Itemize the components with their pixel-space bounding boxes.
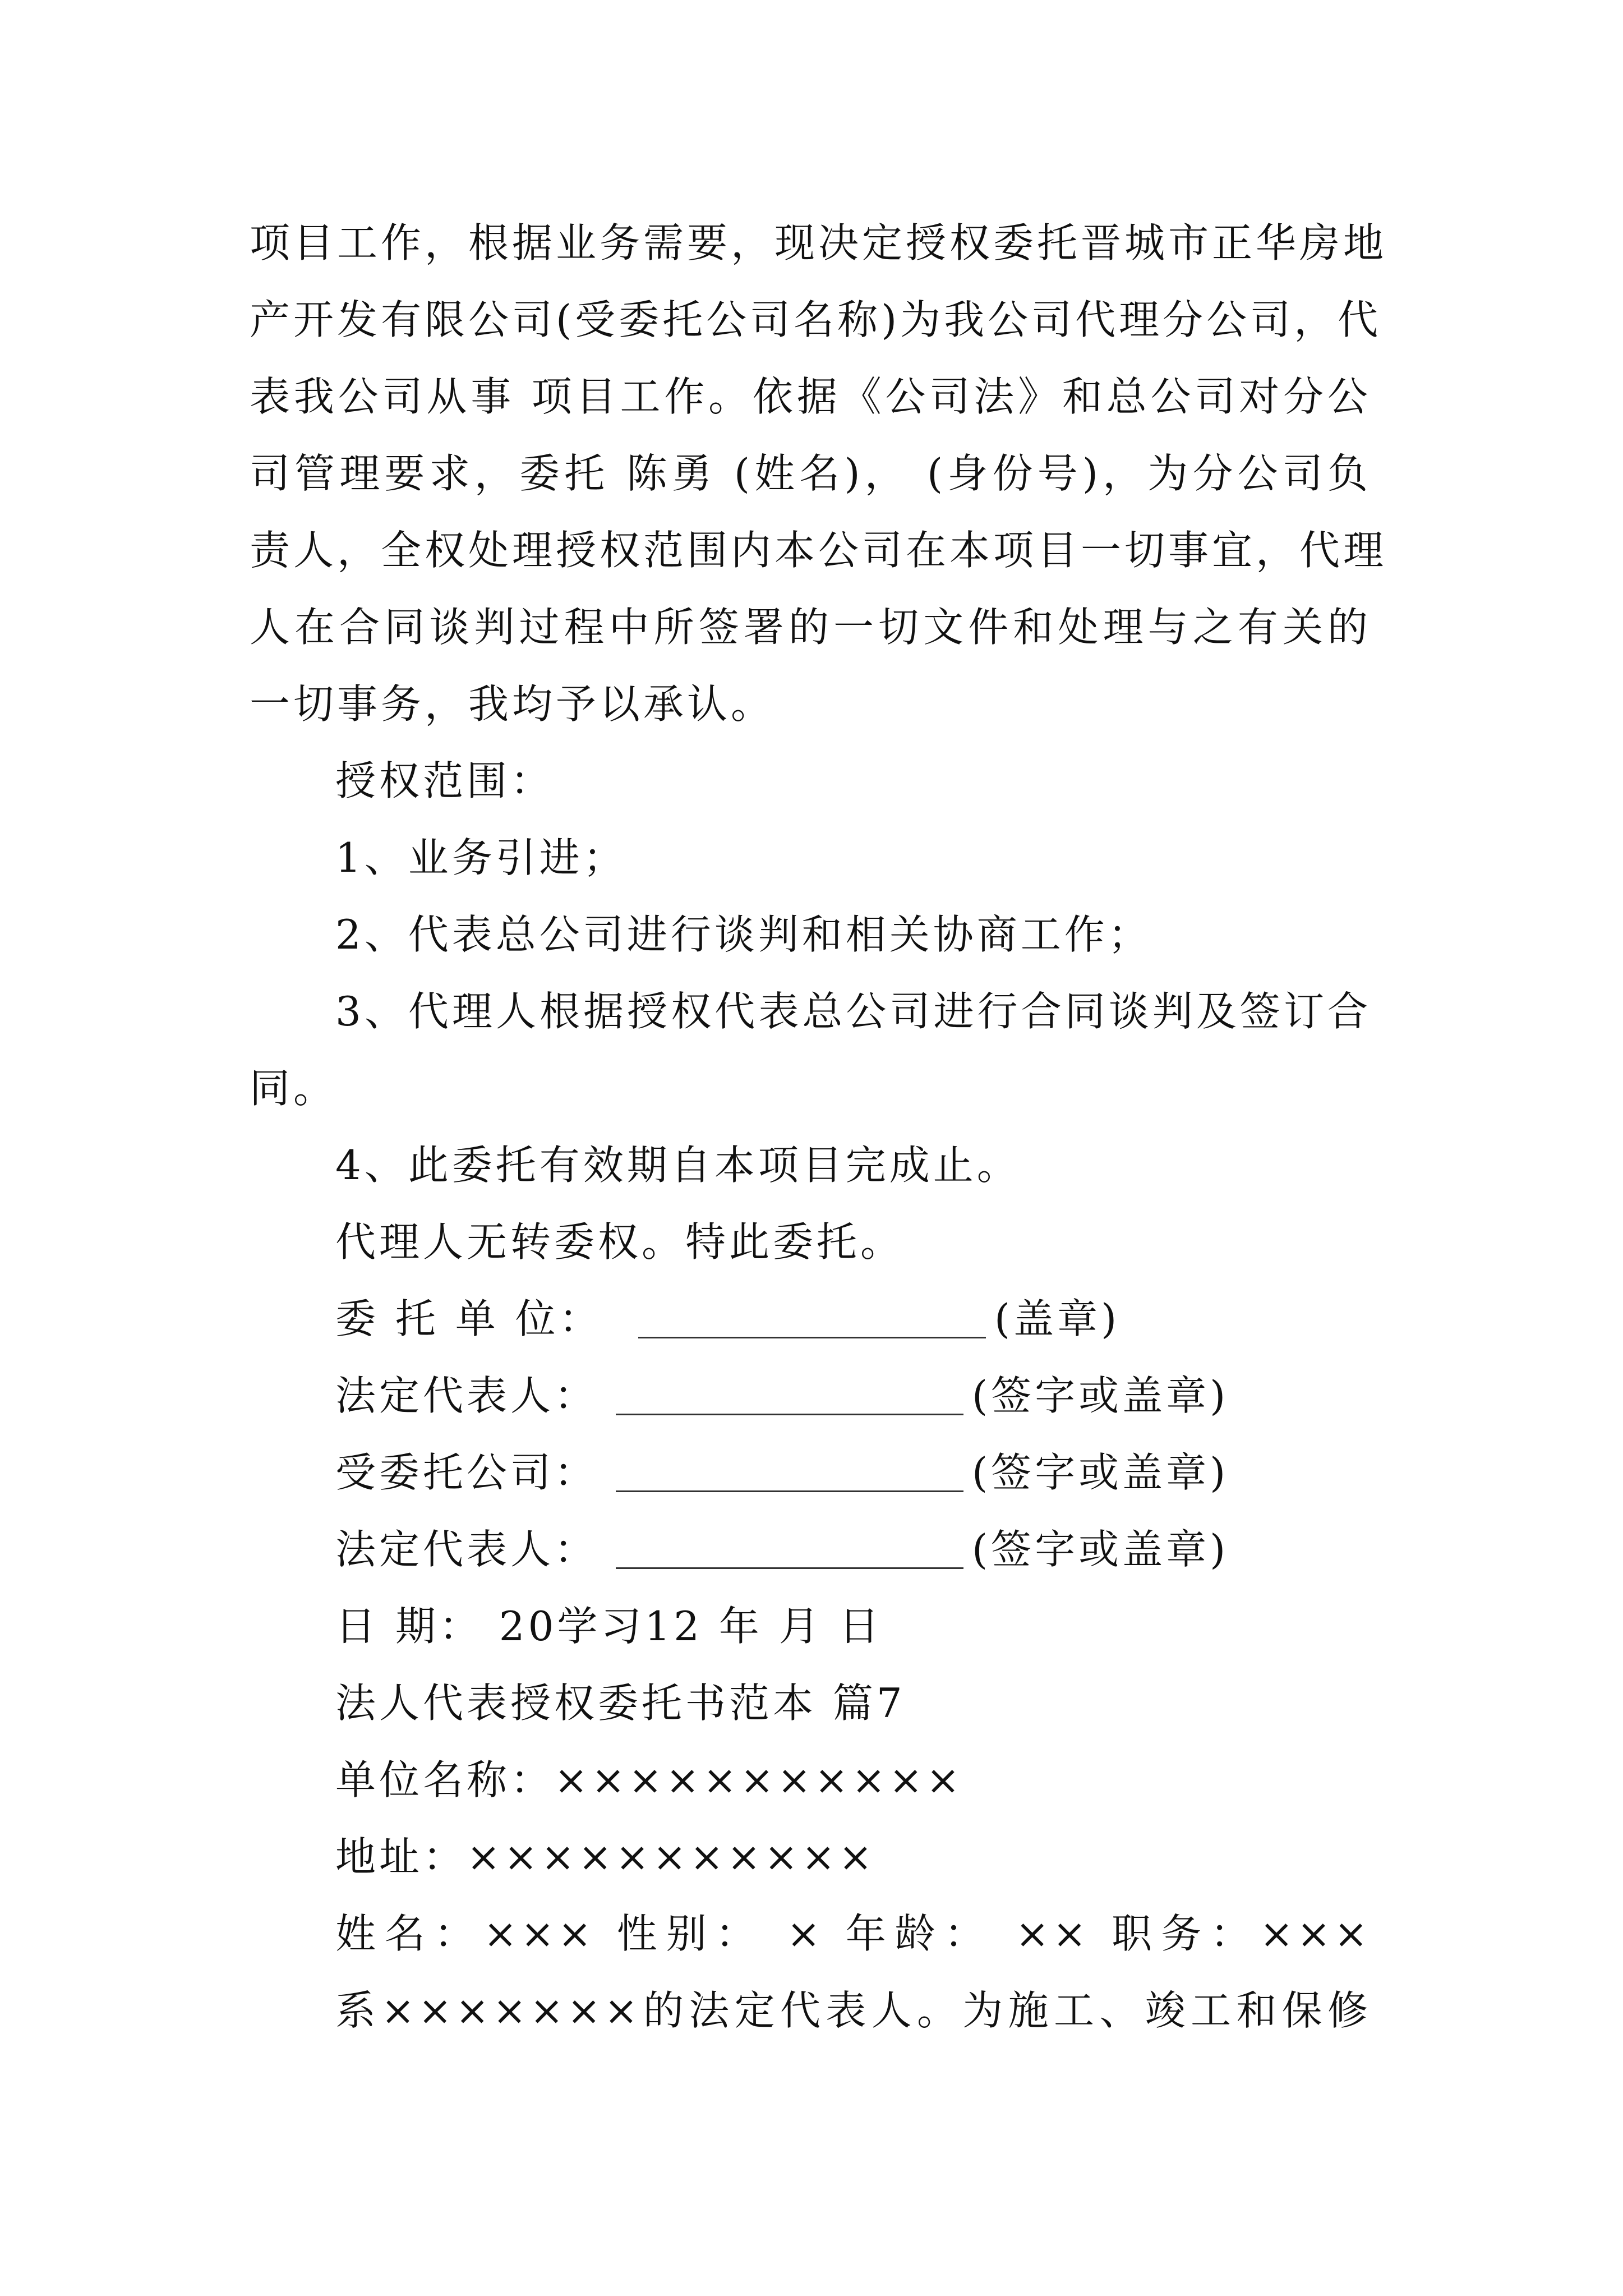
signature-label: 委 托 单 位： <box>335 1295 603 1342</box>
date-line: 日 期： 20学习12 年 月 日 <box>335 1603 883 1650</box>
para1-line-1: 项目工作，根据业务需要，现决定授权委托晋城市正华房地 <box>250 219 1387 266</box>
legal-rep-statement-line: 系×××××××的法定代表人。为施工、竣工和保修 <box>335 1987 1371 2034</box>
section-title: 法人代表授权委托书范本 篇7 <box>335 1680 906 1727</box>
signature-label: 法定代表人： <box>335 1526 598 1573</box>
signature-blank-line <box>616 1358 963 1415</box>
scope-item-2: 2、代表总公司进行谈判和相关协商工作； <box>335 911 1152 958</box>
signature-note: (签字或盖章) <box>972 1449 1229 1496</box>
para1-line-5: 责人，全权处理授权范围内本公司在本项目一切事宜，代理 <box>250 527 1387 574</box>
signature-label: 受委托公司： <box>335 1449 598 1496</box>
para1-line-6: 人在合同谈判过程中所签署的一切文件和处理与之有关的 <box>250 604 1371 651</box>
unit-name-line: 单位名称：××××××××××× <box>335 1756 963 1803</box>
signature-note: (签字或盖章) <box>972 1526 1229 1573</box>
signature-blank-line <box>616 1511 963 1569</box>
para1-line-2: 产开发有限公司(受委托公司名称)为我公司代理分公司，代 <box>250 296 1382 343</box>
signature-blank-line <box>616 1434 963 1492</box>
signature-row-entrusted-company <box>335 1434 1289 1511</box>
scope-item-3-line-1: 3、代理人根据授权代表总公司进行合同谈判及签订合 <box>335 988 1371 1035</box>
scope-heading: 授权范围： <box>335 757 555 804</box>
signature-note: (盖章) <box>994 1295 1121 1342</box>
scope-item-4: 4、此委托有效期自本项目完成止。 <box>335 1142 1021 1189</box>
person-info-line: 姓名：××× 性别： × 年龄： ×× 职务：××× <box>335 1910 1371 1957</box>
address-line: 地址：××××××××××× <box>335 1833 876 1880</box>
scope-item-3-line-2: 同。 <box>250 1065 338 1112</box>
signature-note: (签字或盖章) <box>972 1372 1229 1419</box>
signature-blank-line <box>638 1281 986 1338</box>
signature-row-legal-rep-2 <box>335 1511 1289 1588</box>
signature-label: 法定代表人： <box>335 1372 598 1419</box>
para1-line-4: 司管理要求，委托 陈勇 (姓名)， (身份号)，为分公司负 <box>250 450 1371 497</box>
closing-statement: 代理人无转委权。特此委托。 <box>335 1218 905 1266</box>
signature-row-entrusting-unit <box>335 1281 1177 1358</box>
para1-line-7: 一切事务，我均予以承认。 <box>250 680 775 728</box>
signature-row-legal-rep-1 <box>335 1358 1289 1434</box>
para1-line-3: 表我公司从事 项目工作。依据《公司法》和总公司对分公 <box>250 373 1371 420</box>
scope-item-1: 1、业务引进； <box>335 834 627 881</box>
